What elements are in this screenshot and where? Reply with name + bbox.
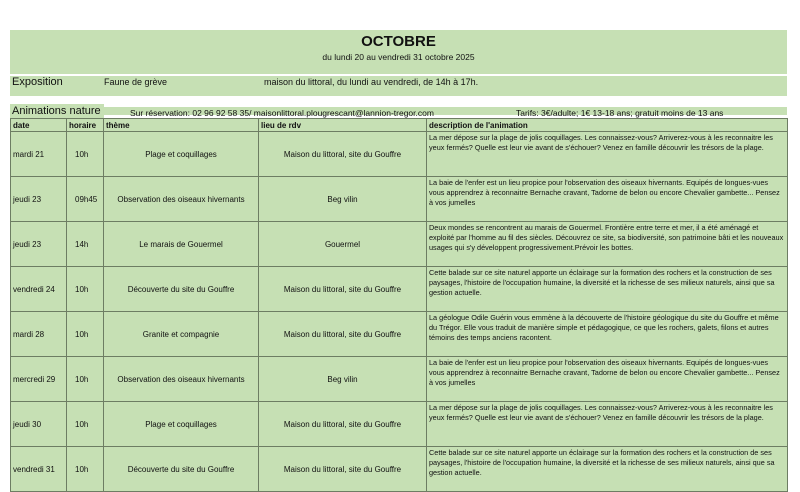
- column-header-theme: thème: [104, 119, 259, 132]
- cell-theme: Plage et coquillages: [104, 132, 259, 177]
- table-row: [11, 357, 788, 402]
- cell-horaire: 14h: [67, 222, 104, 267]
- cell-date: mercredi 29: [11, 357, 67, 402]
- table-header-row: [11, 119, 788, 132]
- tarifs-info: Tarifs: 3€/adulte; 1€ 13-18 ans; gratuit moins de 13 ans: [516, 108, 724, 118]
- animations-label: Animations nature: [10, 104, 104, 118]
- column-header-lieu: lieu de rdv: [259, 119, 427, 132]
- cell-theme: Plage et coquillages: [104, 402, 259, 447]
- title-block: [10, 30, 787, 74]
- column-header-horaire: horaire: [67, 119, 104, 132]
- reservation-info: Sur réservation: 02 96 92 58 35/ maisonlittoral.plougrescant@lannion-tregor.com: [130, 108, 434, 118]
- cell-lieu: Beg vilin: [259, 357, 427, 402]
- cell-date: vendredi 31: [11, 447, 67, 492]
- cell-date: mardi 21: [11, 132, 67, 177]
- cell-lieu: Maison du littoral, site du Gouffre: [259, 312, 427, 357]
- table-row: [11, 267, 788, 312]
- table-row: [11, 447, 788, 492]
- cell-horaire: 10h: [67, 132, 104, 177]
- cell-theme: Découverte du site du Gouffre: [104, 267, 259, 312]
- date-range: du lundi 20 au vendredi 31 octobre 2025: [322, 52, 475, 62]
- cell-horaire: 10h: [67, 357, 104, 402]
- exposition-label: Exposition: [12, 76, 63, 88]
- cell-horaire: 10h: [67, 402, 104, 447]
- table-row: [11, 312, 788, 357]
- cell-date: vendredi 24: [11, 267, 67, 312]
- table-row: [11, 177, 788, 222]
- cell-lieu: Beg vilin: [259, 177, 427, 222]
- cell-theme: Le marais de Gouermel: [104, 222, 259, 267]
- page-title: OCTOBRE: [361, 33, 436, 50]
- cell-horaire: 10h: [67, 267, 104, 312]
- cell-description: Deux mondes se rencontrent au marais de Gouermel. Frontière entre terre et mer, il a été aménagé et exploité par l'homme au fil des siècles. Découvrez ce site, sa biodiversité, son patrimoine bâti et les nouveaux usages qui s'y développent progressivement.Prévoir les bottes.: [427, 222, 788, 267]
- cell-horaire: 10h: [67, 312, 104, 357]
- cell-description: Cette balade sur ce site naturel apporte un éclairage sur la formation des rochers et la construction de ses paysages, l'histoire de l'occupation humaine, la diversité et la richesse de ses milieux naturels, ainsi que sa gestion actuelle.: [427, 447, 788, 492]
- animations-table: [10, 118, 788, 492]
- cell-description: La géologue Odile Guérin vous emmène à la découverte de l'histoire géologique du site du Gouffre et même du Trégor. Elle vous traduit de manière simple et pédagogique, ce que les rochers, galets, filons et autres témoins des temps anciens racontent.: [427, 312, 788, 357]
- cell-lieu: Maison du littoral, site du Gouffre: [259, 402, 427, 447]
- cell-horaire: 10h: [67, 447, 104, 492]
- exposition-row: [10, 74, 787, 90]
- column-header-description: description de l'animation: [427, 119, 788, 132]
- cell-lieu: Maison du littoral, site du Gouffre: [259, 447, 427, 492]
- cell-lieu: Maison du littoral, site du Gouffre: [259, 132, 427, 177]
- cell-theme: Observation des oiseaux hivernants: [104, 357, 259, 402]
- cell-theme: Découverte du site du Gouffre: [104, 447, 259, 492]
- cell-horaire: 09h45: [67, 177, 104, 222]
- cell-lieu: Gouermel: [259, 222, 427, 267]
- cell-date: mardi 28: [11, 312, 67, 357]
- exposition-info: maison du littoral, du lundi au vendredi, de 14h à 17h.: [264, 77, 479, 87]
- column-header-date: date: [11, 119, 67, 132]
- cell-description: La mer dépose sur la plage de jolis coquillages. Les connaissez-vous? Arriverez-vous à les reconnaitre les yeux fermés? Quelle est leur vie avant de s'échouer? Venez en famille découvrir les trésors de la plage.: [427, 402, 788, 447]
- cell-date: jeudi 23: [11, 222, 67, 267]
- cell-description: Cette balade sur ce site naturel apporte un éclairage sur la formation des rochers et la construction de ses paysages, l'histoire de l'occupation humaine, la diversité et la richesse de ses milieux naturels, ainsi que sa gestion actuelle.: [427, 267, 788, 312]
- cell-theme: Granite et compagnie: [104, 312, 259, 357]
- section-gap: [10, 96, 787, 104]
- cell-lieu: Maison du littoral, site du Gouffre: [259, 267, 427, 312]
- cell-description: La baie de l'enfer est un lieu propice pour l'observation des oiseaux hivernants. Equipés de longues-vues vous apprendrez à reconnaitre Bernache cravant, Tadorne de belon ou encore Chevalier gambette... Pensez à vos jumelles: [427, 177, 788, 222]
- exposition-theme: Faune de grève: [104, 77, 168, 87]
- cell-date: jeudi 23: [11, 177, 67, 222]
- program-sheet: [10, 30, 787, 492]
- cell-theme: Observation des oiseaux hivernants: [104, 177, 259, 222]
- animations-row: [10, 104, 787, 118]
- cell-date: jeudi 30: [11, 402, 67, 447]
- table-row: [11, 402, 788, 447]
- cell-description: La mer dépose sur la plage de jolis coquillages. Les connaissez-vous? Arriverez-vous à les reconnaitre les yeux fermés? Quelle est leur vie avant de s'échouer? Venez en famille découvrir les trésors de la plage.: [427, 132, 788, 177]
- table-row: [11, 132, 788, 177]
- table-row: [11, 222, 788, 267]
- cell-description: La baie de l'enfer est un lieu propice pour l'observation des oiseaux hivernants. Equipés de longues-vues vous apprendrez à reconnaitre Bernache cravant, Tadorne de belon ou encore Chevalier gambette... Pensez à vos jumelles: [427, 357, 788, 402]
